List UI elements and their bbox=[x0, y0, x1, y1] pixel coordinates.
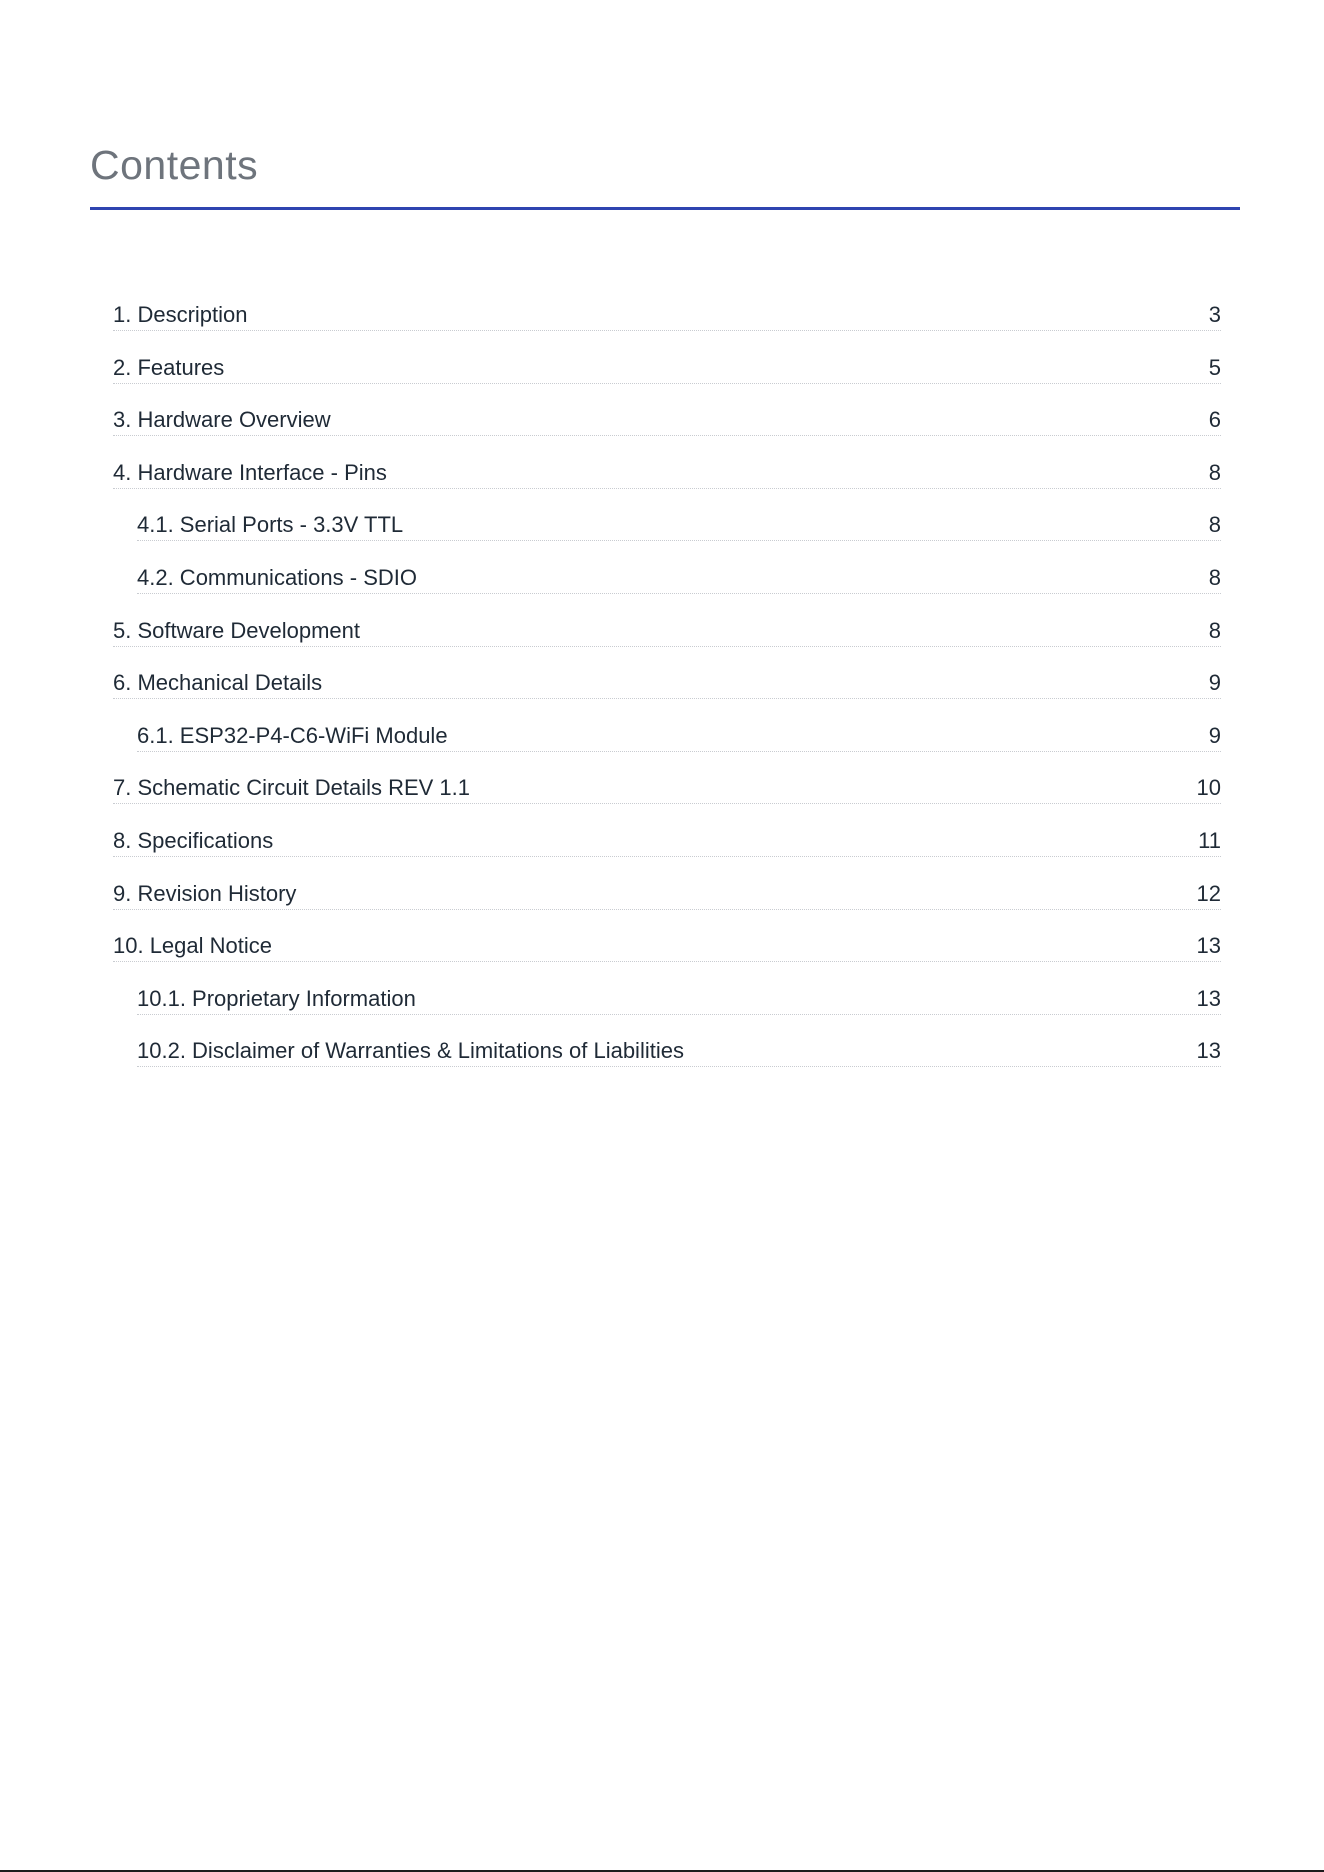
toc-entry-label: 2. Features bbox=[113, 354, 225, 380]
toc-subentry[interactable] bbox=[113, 976, 1221, 1029]
toc-entry[interactable] bbox=[113, 608, 1221, 661]
toc-entry-page-number: 13 bbox=[1196, 1038, 1221, 1064]
toc-entry[interactable] bbox=[113, 923, 1221, 976]
toc-entry-label: 4. Hardware Interface - Pins bbox=[113, 459, 387, 485]
toc-entry[interactable] bbox=[113, 818, 1221, 871]
toc-entry-label: 4.1. Serial Ports - 3.3V TTL bbox=[137, 512, 404, 538]
toc-subentry[interactable] bbox=[113, 713, 1221, 766]
toc-entry-page-number: 12 bbox=[1196, 880, 1221, 906]
toc-entry-label: 3. Hardware Overview bbox=[113, 407, 331, 433]
toc-entry-page-number: 8 bbox=[1208, 564, 1221, 590]
toc-entry-page-number: 11 bbox=[1198, 827, 1221, 853]
toc-entry[interactable] bbox=[113, 450, 1221, 503]
toc-entry[interactable] bbox=[113, 765, 1221, 818]
toc-entry-label: 1. Description bbox=[113, 302, 248, 327]
toc-entry[interactable] bbox=[113, 292, 1221, 345]
toc-entry[interactable] bbox=[113, 345, 1221, 398]
toc-subentry[interactable] bbox=[113, 1028, 1221, 1081]
toc-subentry[interactable] bbox=[113, 502, 1221, 555]
toc-entry-page-number: 8 bbox=[1208, 617, 1221, 643]
toc-entry[interactable] bbox=[113, 397, 1221, 450]
toc-entry-page-number: 13 bbox=[1196, 933, 1221, 959]
title-underline bbox=[90, 207, 1240, 210]
toc-entry-page-number: 8 bbox=[1208, 459, 1221, 485]
toc-entry-label: 8. Specifications bbox=[113, 827, 274, 853]
toc-entry-label: 6.1. ESP32-P4-C6-WiFi Module bbox=[137, 722, 448, 748]
toc-entry-label: 5. Software Development bbox=[113, 617, 361, 643]
toc-entry-label: 6. Mechanical Details bbox=[113, 670, 323, 696]
table-of-contents bbox=[113, 292, 1221, 1081]
toc-entry-page-number: 5 bbox=[1208, 354, 1221, 380]
toc-entry-page-number: 8 bbox=[1208, 512, 1221, 538]
toc-entry-label: 9. Revision History bbox=[113, 880, 297, 906]
toc-entry-page-number: 10 bbox=[1196, 775, 1221, 801]
toc-entry-label: 10.1. Proprietary Information bbox=[137, 985, 416, 1011]
toc-entry-label: 4.2. Communications - SDIO bbox=[137, 564, 417, 590]
toc-entry-page-number: 6 bbox=[1208, 407, 1221, 433]
toc-entry-page-number: 9 bbox=[1208, 722, 1221, 748]
toc-entry-page-number: 3 bbox=[1208, 302, 1221, 327]
toc-subentry[interactable] bbox=[113, 555, 1221, 608]
toc-entry-page-number: 13 bbox=[1196, 985, 1221, 1011]
toc-entry-page-number: 9 bbox=[1208, 670, 1221, 696]
toc-entry-label: 10.2. Disclaimer of Warranties & Limitations of Liabilities bbox=[137, 1038, 684, 1064]
toc-entry-label: 10. Legal Notice bbox=[113, 933, 272, 959]
toc-entry[interactable] bbox=[113, 871, 1221, 924]
toc-entry[interactable] bbox=[113, 660, 1221, 713]
page-title: Contents bbox=[90, 142, 259, 188]
toc-entry-label: 7. Schematic Circuit Details REV 1.1 bbox=[113, 775, 471, 801]
